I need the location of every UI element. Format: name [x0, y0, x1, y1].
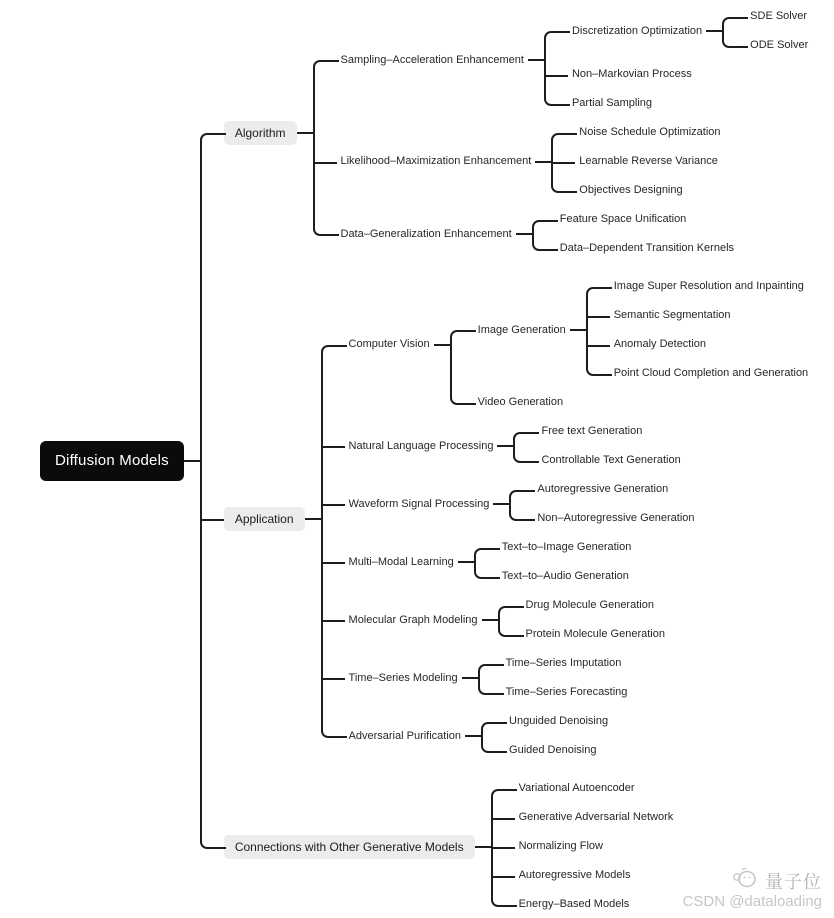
children-of-data-generalization-enhancement [532, 210, 738, 258]
connector-line [297, 132, 313, 134]
branch-time-series-modeling [345, 654, 813, 702]
tree-branch [478, 654, 632, 673]
children-of-time-series-modeling [478, 654, 632, 702]
connector-line [570, 329, 586, 331]
branch-text-to-image-generation [498, 538, 636, 557]
node-autoregressive-generation[interactable]: Autoregressive Generation [537, 483, 669, 495]
tree-branch [200, 7, 812, 258]
branch-data-generalization-enhancement [337, 210, 813, 258]
node-algorithm[interactable]: Algorithm [224, 121, 297, 145]
node-generative-adversarial-network[interactable]: Generative Adversarial Network [518, 811, 674, 823]
branch-sampling-acceleration-enhancement [337, 7, 813, 113]
tree-branch [544, 7, 812, 55]
branch-normalizing-flow [515, 837, 678, 856]
branch-unguided-denoising [505, 712, 612, 731]
branch-feature-space-unification [556, 210, 738, 229]
branch-natural-language-processing [345, 422, 813, 470]
tree-branch [491, 779, 678, 798]
node-time-series-imputation[interactable]: Time–Series Imputation [505, 657, 622, 669]
tree-branch [513, 451, 684, 470]
node-diffusion-models[interactable]: Diffusion Models [40, 441, 184, 481]
node-unguided-denoising[interactable]: Unguided Denoising [509, 715, 609, 727]
tree-branch [313, 7, 813, 113]
node-point-cloud-completion-and-generation[interactable]: Point Cloud Completion and Generation [613, 367, 809, 379]
node-text-to-image-generation[interactable]: Text–to–Image Generation [501, 541, 632, 553]
tree-branch [474, 567, 636, 586]
node-image-generation[interactable]: Image Generation [477, 323, 566, 336]
watermark [683, 866, 822, 910]
node-non-autoregressive-generation[interactable]: Non–Autoregressive Generation [537, 512, 695, 524]
node-ode-solver[interactable]: ODE Solver [750, 39, 809, 51]
connector-line [475, 846, 491, 848]
node-computer-vision[interactable]: Computer Vision [348, 338, 430, 350]
children-of-sampling-acceleration-enhancement [544, 7, 812, 113]
tree-branch [321, 538, 813, 586]
node-application[interactable]: Application [224, 507, 305, 531]
connector-line [516, 233, 532, 235]
node-text-to-audio-generation[interactable]: Text–to–Audio Generation [501, 570, 629, 582]
qbitai-logo-icon [730, 866, 760, 895]
children-of-multi-modal-learning [474, 538, 636, 586]
branch-time-series-forecasting [502, 683, 632, 702]
tree-branch [586, 335, 812, 354]
tree-branch [491, 866, 678, 885]
node-video-generation[interactable]: Video Generation [477, 396, 564, 408]
tree-branch [586, 364, 812, 383]
branch-video-generation [474, 393, 813, 412]
branch-text-to-audio-generation [498, 567, 636, 586]
node-time-series-forecasting[interactable]: Time–Series Forecasting [505, 686, 628, 698]
children-of-diffusion-models [200, 7, 812, 914]
branch-guided-denoising [505, 741, 612, 760]
node-autoregressive-models[interactable]: Autoregressive Models [518, 869, 631, 881]
node-image-super-resolution-and-inpainting[interactable]: Image Super Resolution and Inpainting [613, 280, 804, 292]
connector-line [465, 735, 481, 737]
tree-branch [586, 277, 812, 296]
branch-learnable-reverse-variance [575, 152, 724, 171]
tree-branch [544, 94, 812, 113]
branch-non-markovian-process [568, 65, 812, 84]
node-controllable-text-generation[interactable]: Controllable Text Generation [541, 454, 681, 466]
node-learnable-reverse-variance[interactable]: Learnable Reverse Variance [579, 155, 718, 167]
tree-branch [509, 480, 698, 499]
branch-anomaly-detection [610, 335, 812, 354]
node-drug-molecule-generation[interactable]: Drug Molecule Generation [525, 599, 654, 611]
tree-branch [491, 808, 678, 827]
watermark-brand: 量子位 [765, 871, 822, 892]
branch-algorithm [224, 7, 812, 258]
children-of-computer-vision [450, 277, 813, 412]
connector-line [706, 30, 722, 32]
branch-free-text-generation [537, 422, 684, 441]
node-normalizing-flow[interactable]: Normalizing Flow [518, 840, 603, 852]
branch-non-autoregressive-generation [533, 509, 698, 528]
tree-branch [200, 277, 812, 760]
branch-diffusion-models [40, 7, 812, 914]
node-non-markovian-process[interactable]: Non–Markovian Process [571, 68, 692, 80]
node-waveform-signal-processing[interactable]: Waveform Signal Processing [348, 497, 490, 510]
branch-likelihood-maximization-enhancement [337, 123, 813, 200]
tree-branch [321, 712, 813, 760]
tree-branch [498, 596, 669, 615]
node-anomaly-detection[interactable]: Anomaly Detection [613, 338, 707, 350]
node-multi-modal-learning[interactable]: Multi–Modal Learning [348, 555, 454, 568]
node-energy-based-models[interactable]: Energy–Based Models [518, 898, 630, 910]
branch-sde-solver [746, 7, 812, 26]
tree-branch [478, 683, 632, 702]
node-likelihood-maximization-enhancement[interactable]: Likelihood–Maximization Enhancement [340, 155, 532, 167]
node-data-generalization-enhancement[interactable]: Data–Generalization Enhancement [340, 227, 512, 240]
branch-image-super-resolution-and-inpainting [610, 277, 812, 296]
connector-line [497, 445, 513, 447]
tree-branch [509, 509, 698, 528]
node-data-dependent-transition-kernels[interactable]: Data–Dependent Transition Kernels [559, 242, 735, 254]
branch-semantic-segmentation [610, 306, 812, 325]
branch-partial-sampling [568, 94, 812, 113]
node-feature-space-unification[interactable]: Feature Space Unification [559, 213, 687, 225]
connector-line [184, 460, 200, 462]
node-objectives-designing[interactable]: Objectives Designing [579, 184, 683, 196]
tree-branch [481, 741, 612, 760]
children-of-application [321, 277, 813, 760]
tree-branch [722, 7, 812, 26]
branch-computer-vision [345, 277, 813, 412]
branch-autoregressive-generation [533, 480, 698, 499]
branch-point-cloud-completion-and-generation [610, 364, 812, 383]
branch-ode-solver [746, 36, 812, 55]
node-connections-with-other-generative-models[interactable]: Connections with Other Generative Models [224, 835, 475, 859]
branch-generative-adversarial-network [515, 808, 678, 827]
children-of-molecular-graph-modeling [498, 596, 669, 644]
node-partial-sampling[interactable]: Partial Sampling [571, 97, 653, 109]
tree-branch [586, 306, 812, 325]
children-of-adversarial-purification [481, 712, 612, 760]
tree-branch [321, 480, 813, 528]
connector-line [462, 677, 478, 679]
tree-branch [498, 625, 669, 644]
node-noise-schedule-optimization[interactable]: Noise Schedule Optimization [579, 126, 721, 138]
branch-objectives-designing [575, 181, 724, 200]
tree-branch [321, 596, 813, 644]
branch-discretization-optimization [568, 7, 812, 55]
connector-line [528, 59, 544, 61]
tree-branch [450, 277, 813, 383]
tree-branch [544, 65, 812, 84]
branch-multi-modal-learning [345, 538, 813, 586]
tree-branch [722, 36, 812, 55]
children-of-connections-with-other-generative-models [491, 779, 678, 914]
branch-controllable-text-generation [537, 451, 684, 470]
tree-branch [532, 210, 738, 229]
watermark-credit: CSDN @dataloading [682, 893, 822, 910]
branch-variational-autoencoder [515, 779, 678, 798]
tree-branch [491, 895, 678, 914]
node-variational-autoencoder[interactable]: Variational Autoencoder [518, 782, 635, 794]
connector-line [482, 619, 498, 621]
branch-adversarial-purification [345, 712, 813, 760]
tree-branch [313, 210, 813, 258]
tree-branch [551, 152, 724, 171]
connector-line [458, 561, 474, 563]
children-of-likelihood-maximization-enhancement [551, 123, 724, 200]
branch-molecular-graph-modeling [345, 596, 813, 644]
node-free-text-generation[interactable]: Free text Generation [541, 425, 643, 437]
branch-protein-molecule-generation [522, 625, 669, 644]
connector-line [305, 518, 321, 520]
tree-branch [321, 422, 813, 470]
node-protein-molecule-generation[interactable]: Protein Molecule Generation [525, 628, 665, 640]
tree-branch [321, 654, 813, 702]
branch-application [224, 277, 812, 760]
tree-branch [313, 123, 813, 200]
node-natural-language-processing[interactable]: Natural Language Processing [348, 439, 494, 452]
tree-branch [321, 277, 813, 412]
branch-image-generation [474, 277, 813, 383]
node-sde-solver[interactable]: SDE Solver [750, 10, 808, 22]
tree-branch [551, 181, 724, 200]
tree-branch [532, 239, 738, 258]
branch-time-series-imputation [502, 654, 632, 673]
connector-line [535, 161, 551, 163]
children-of-image-generation [586, 277, 812, 383]
connector-line [434, 344, 450, 346]
node-molecular-graph-modeling[interactable]: Molecular Graph Modeling [348, 613, 478, 626]
tree-branch [513, 422, 684, 441]
branch-autoregressive-models [515, 866, 678, 885]
branch-waveform-signal-processing [345, 480, 813, 528]
tree-branch [481, 712, 612, 731]
branch-energy-based-models [515, 895, 678, 914]
node-guided-denoising[interactable]: Guided Denoising [509, 744, 597, 756]
node-sampling-acceleration-enhancement[interactable]: Sampling–Acceleration Enhancement [340, 53, 524, 66]
tree-branch [551, 123, 724, 142]
node-discretization-optimization[interactable]: Discretization Optimization [571, 24, 703, 37]
node-semantic-segmentation[interactable]: Semantic Segmentation [613, 309, 731, 321]
branch-data-dependent-transition-kernels [556, 239, 738, 258]
children-of-waveform-signal-processing [509, 480, 698, 528]
connector-line [493, 503, 509, 505]
tree-branch [474, 538, 636, 557]
node-time-series-modeling[interactable]: Time–Series Modeling [348, 671, 458, 684]
tree-branch [491, 837, 678, 856]
children-of-natural-language-processing [513, 422, 684, 470]
children-of-algorithm [313, 7, 813, 258]
branch-drug-molecule-generation [522, 596, 669, 615]
branch-noise-schedule-optimization [575, 123, 724, 142]
tree-branch [450, 393, 813, 412]
node-adversarial-purification[interactable]: Adversarial Purification [348, 729, 462, 742]
children-of-discretization-optimization [722, 7, 812, 55]
